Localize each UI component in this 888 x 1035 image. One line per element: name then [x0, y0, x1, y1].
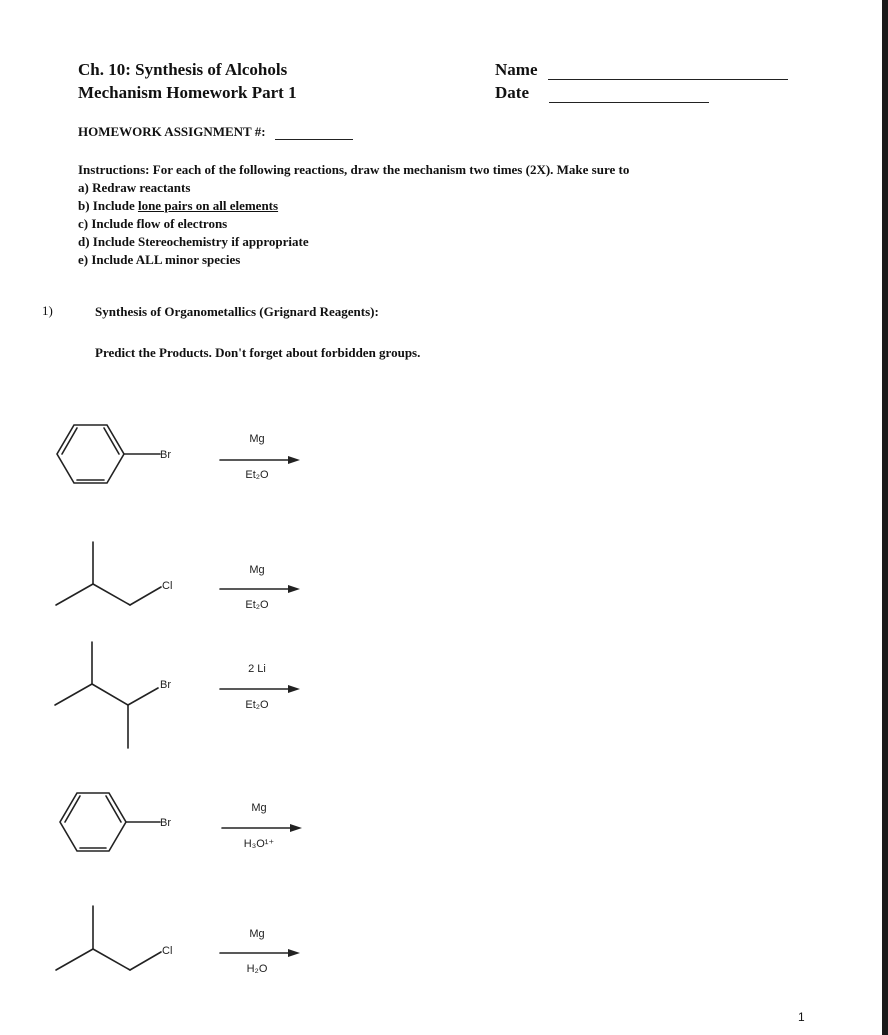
reaction-2-substrate: [56, 542, 161, 605]
reagent-top: 2 Li: [248, 663, 266, 675]
instruction-item: c) Include flow of electrons: [78, 216, 228, 231]
name-label: Name: [495, 60, 538, 79]
halogen-label: Cl: [162, 945, 173, 957]
instruction-item: a) Redraw reactants: [78, 180, 191, 195]
instruction-item: b) Include lone pairs on all elements: [78, 198, 279, 213]
reaction-3-substrate: [55, 642, 158, 748]
reagent-top: Mg: [249, 564, 265, 576]
section-number: 1): [42, 303, 53, 318]
subtitle: Mechanism Homework Part 1: [78, 83, 297, 102]
date-label: Date: [495, 83, 529, 102]
reagent-top: Mg: [249, 928, 265, 940]
reaction-1-substrate: [57, 425, 160, 483]
reaction-5-substrate: [56, 906, 161, 970]
assignment-label: HOMEWORK ASSIGNMENT #:: [78, 124, 266, 139]
section-title: Synthesis of Organometallics (Grignard Reagents):: [95, 304, 379, 319]
instruction-item: d) Include Stereochemistry if appropriate: [78, 234, 309, 249]
reagent-bottom: Et₂O: [245, 469, 269, 481]
halogen-label: Cl: [162, 580, 173, 592]
halogen-label: Br: [160, 679, 171, 691]
arrow-heads: [288, 456, 302, 957]
page-number: 1: [798, 1010, 805, 1024]
reagent-bottom: Et₂O: [245, 699, 269, 711]
chapter-title: Ch. 10: Synthesis of Alcohols: [78, 60, 288, 79]
reagent-bottom: Et₂O: [245, 599, 269, 611]
reagent-bottom: H₂O: [246, 963, 268, 975]
reagent-top: Mg: [251, 802, 267, 814]
instructions-intro: Instructions: For each of the following reactions, draw the mechanism two times (2X). Make sure to: [78, 162, 630, 177]
halogen-label: Br: [160, 449, 171, 461]
instruction-item: e) Include ALL minor species: [78, 252, 241, 267]
halogen-label: Br: [160, 817, 171, 829]
reagent-bottom: H₃O¹⁺: [243, 838, 275, 850]
section-prompt: Predict the Products. Don't forget about forbidden groups.: [95, 345, 421, 360]
reaction-4-substrate: [60, 793, 160, 851]
reagent-top: Mg: [249, 433, 265, 445]
